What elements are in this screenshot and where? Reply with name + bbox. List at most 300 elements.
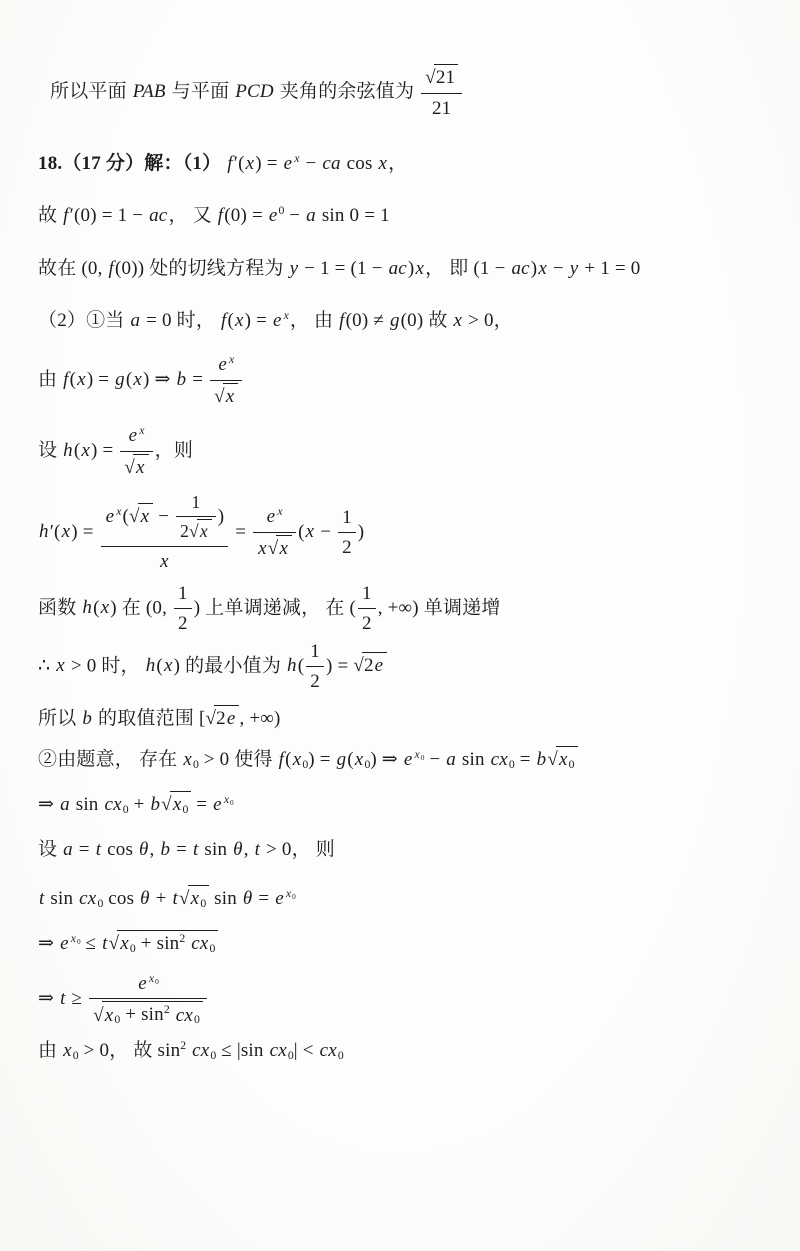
text-run: sin xyxy=(199,839,233,861)
math-variable: x xyxy=(140,505,150,527)
formula-line-part2-case-a-zero xyxy=(38,308,780,334)
fraction xyxy=(101,491,229,575)
math-variable: h xyxy=(39,521,49,542)
math-variable: x xyxy=(136,457,145,479)
formula-line-b-equals-ex-over-sqrtx xyxy=(38,352,780,409)
text-run: > 0， 则 xyxy=(261,839,335,861)
fraction-denominator xyxy=(174,609,192,637)
math-variable: t xyxy=(95,839,102,861)
math-variable: x xyxy=(56,655,65,677)
math-variable: x xyxy=(63,1040,72,1062)
math-variable: PAB xyxy=(132,81,166,102)
text-run: (0) = xyxy=(224,205,268,227)
text-run: ( xyxy=(122,505,129,527)
fraction-numerator xyxy=(120,423,152,452)
radical-body xyxy=(138,503,154,530)
text-run: , +∞) xyxy=(239,708,281,730)
math-variable: x xyxy=(160,550,169,572)
math-variable: cx xyxy=(490,748,508,770)
text-run: 2 xyxy=(362,613,372,635)
text-run: 由 xyxy=(38,369,63,391)
text-run: 2 xyxy=(363,655,374,677)
text-run: ，则 xyxy=(154,440,194,462)
text-run: 设 xyxy=(38,839,63,861)
text-run: ， 又 xyxy=(168,205,217,227)
text-run: ) xyxy=(357,521,365,542)
text-run: 故 xyxy=(38,205,63,227)
fraction-denominator xyxy=(253,533,296,562)
fraction-denominator xyxy=(338,533,356,561)
radical xyxy=(425,67,458,88)
text-run: (0) 故 xyxy=(400,310,453,332)
math-variable: e xyxy=(128,425,138,447)
radical-sign-icon: √ xyxy=(547,748,558,770)
superscript xyxy=(70,932,81,945)
text-run: 0 xyxy=(200,896,207,910)
math-variable: x xyxy=(190,888,200,910)
math-variable: x xyxy=(163,655,173,677)
fraction xyxy=(89,971,207,1029)
radical-sign-icon: √ xyxy=(93,1004,104,1026)
text-run: = xyxy=(514,748,536,770)
text-run: 0 xyxy=(114,1013,121,1027)
math-variable: cx xyxy=(191,932,209,954)
text-run: = xyxy=(230,521,252,542)
fraction-numerator xyxy=(421,64,462,94)
text-run: 故在 (0, xyxy=(38,257,108,279)
math-variable: x xyxy=(283,309,289,323)
text-run: 与平面 xyxy=(166,81,235,102)
formula-line-minimum-value xyxy=(38,639,780,695)
text-run: 0 xyxy=(209,941,216,955)
math-variable: x xyxy=(228,353,235,367)
radical xyxy=(268,538,292,559)
math-variable: f xyxy=(63,369,69,391)
math-variable: x xyxy=(279,537,289,559)
text-run: ( xyxy=(156,655,163,677)
text-run: 0 xyxy=(230,797,234,807)
math-variable: θ xyxy=(139,839,149,861)
math-variable: x xyxy=(61,521,71,542)
text-run: 0 xyxy=(182,802,189,816)
subscript xyxy=(194,1013,200,1026)
text-run: ⇒ xyxy=(38,793,60,815)
text-run: sin 0 = 1 xyxy=(316,205,390,227)
radical-sign-icon: √ xyxy=(353,655,364,677)
formula-line-substituted-equation xyxy=(38,885,780,912)
text-run: , xyxy=(149,839,160,861)
radical xyxy=(353,655,387,676)
radical-body xyxy=(223,383,239,410)
math-variable: e xyxy=(403,748,413,770)
superscript xyxy=(223,793,234,806)
subscript xyxy=(230,797,234,806)
superscript xyxy=(285,887,296,900)
fraction xyxy=(174,581,192,637)
radical xyxy=(179,888,209,909)
text-run: 0 xyxy=(292,891,296,901)
math-variable: x xyxy=(305,521,315,542)
fraction-denominator xyxy=(358,609,376,637)
formula-line-sin-bound xyxy=(38,1038,780,1064)
text-run: 2 xyxy=(163,1003,170,1017)
math-variable: x xyxy=(235,310,244,332)
math-variable: e xyxy=(218,354,227,376)
text-run: 0 xyxy=(420,752,425,762)
radical-body xyxy=(170,791,192,818)
math-variable: x xyxy=(277,504,283,518)
text-run: ∴ xyxy=(38,655,56,677)
text-run: 0 xyxy=(287,1049,294,1063)
text-run: = xyxy=(253,888,275,910)
formula-line-plane-angle-cosine-conclusion xyxy=(50,64,780,121)
math-variable: e xyxy=(60,932,69,954)
text-run: = xyxy=(191,793,213,815)
math-variable: a xyxy=(306,205,316,227)
subscript xyxy=(338,1049,344,1062)
text-run: + xyxy=(150,888,172,910)
math-variable: b xyxy=(82,708,93,730)
text-run: + sin xyxy=(120,1004,164,1026)
superscript xyxy=(283,309,290,322)
math-variable: e xyxy=(105,505,115,527)
radical-body xyxy=(133,454,149,481)
math-variable: cx xyxy=(79,888,97,910)
text-run: ( xyxy=(347,748,354,770)
math-variable: ac xyxy=(388,257,407,279)
text-run: cos xyxy=(341,153,378,175)
math-variable: g xyxy=(336,748,347,770)
text-run: ) 上单调递减， 在 ( xyxy=(193,597,357,619)
formula-line-h-derivative xyxy=(38,491,780,575)
text-run: ) ⇒ xyxy=(143,369,176,391)
radical xyxy=(206,708,240,729)
text-run: 2 xyxy=(310,671,320,693)
text-run: 0 xyxy=(364,757,371,771)
math-variable: x xyxy=(225,385,235,407)
text-run: ′( xyxy=(233,153,245,175)
math-variable: x xyxy=(292,748,302,770)
text-run: 函数 xyxy=(38,597,82,619)
text-run: = xyxy=(171,839,192,861)
text-run: − xyxy=(424,748,446,770)
math-variable: x xyxy=(414,747,420,761)
fraction-denominator xyxy=(89,999,207,1028)
math-variable: b xyxy=(160,839,171,861)
formula-line-tangent-line-equation xyxy=(38,256,780,282)
math-variable: e xyxy=(283,153,293,175)
text-run: 2 xyxy=(178,613,188,635)
text-run: | < xyxy=(293,1040,319,1062)
radical-body xyxy=(197,519,212,544)
text-run: (0) ≠ xyxy=(345,310,389,332)
math-variable: x xyxy=(199,521,208,542)
text-run: 2 xyxy=(342,537,352,559)
radical xyxy=(109,933,219,954)
formula-line-define-h xyxy=(38,423,780,480)
math-variable: ca xyxy=(322,153,341,175)
text-run: ) = xyxy=(244,310,272,332)
math-variable: e xyxy=(268,205,278,227)
text-run: ) 的最小值为 xyxy=(173,655,287,677)
math-variable: t xyxy=(254,839,261,861)
text-run: > 0， xyxy=(463,310,513,332)
text-run: 0 xyxy=(97,896,104,910)
fraction-denominator xyxy=(210,381,242,410)
fraction-numerator xyxy=(174,581,192,610)
text-run: ( xyxy=(93,597,100,619)
math-variable: g xyxy=(389,310,400,332)
fraction-numerator xyxy=(338,505,356,534)
text-run: ≤ xyxy=(80,932,102,954)
math-variable: x xyxy=(223,792,230,806)
text-run: − xyxy=(284,205,306,227)
math-variable: x xyxy=(104,1004,114,1026)
math-variable: e xyxy=(272,310,282,332)
superscript xyxy=(164,1003,170,1016)
text-run: sin xyxy=(456,748,490,770)
radical xyxy=(124,457,148,478)
math-variable: t xyxy=(39,888,45,910)
formula-line-substitution-t-theta xyxy=(38,837,780,863)
text-run: ) = xyxy=(255,153,283,175)
text-run: > 0 时， xyxy=(65,655,145,677)
text-run: ②由题意， 存在 xyxy=(38,748,183,770)
solution-lines xyxy=(38,64,780,1064)
text-run: > 0， 故 sin xyxy=(78,1040,181,1062)
superscript xyxy=(148,972,159,985)
math-variable: cx xyxy=(175,1004,193,1026)
subscript xyxy=(155,977,159,986)
fraction-denominator xyxy=(176,517,216,544)
radical-sign-icon: √ xyxy=(108,932,120,954)
text-run: 1 xyxy=(191,491,201,512)
text-run: 由 xyxy=(38,1040,63,1062)
math-variable: e xyxy=(374,655,384,677)
text-run: + sin xyxy=(135,932,180,954)
text-run: = xyxy=(73,839,95,861)
text-run: ( xyxy=(298,521,305,542)
radical xyxy=(129,506,153,527)
math-variable: ac xyxy=(149,205,168,227)
math-variable: a xyxy=(130,310,141,332)
text-run: ) = xyxy=(91,440,119,462)
math-variable: t xyxy=(102,932,108,954)
math-variable: x xyxy=(183,748,192,770)
text-run: − xyxy=(315,521,337,542)
math-variable: x xyxy=(354,748,364,770)
superscript xyxy=(228,353,235,366)
text-run: − xyxy=(547,257,569,279)
text-run: 0 xyxy=(129,941,136,955)
math-variable: e xyxy=(275,888,284,910)
text-run: ( xyxy=(285,748,292,770)
radical-body xyxy=(362,652,387,679)
math-variable: x xyxy=(133,369,143,391)
text-run: 1 xyxy=(178,582,188,604)
text-run: ≤ |sin xyxy=(216,1040,269,1062)
text-run: ) xyxy=(407,257,415,279)
fraction xyxy=(338,505,356,561)
text-run: ′(0) = 1 − xyxy=(69,205,149,227)
text-run: sin xyxy=(209,888,242,910)
text-run: ≥ xyxy=(66,987,88,1009)
math-variable: x xyxy=(415,257,425,279)
radical-sign-icon: √ xyxy=(205,708,217,730)
radical xyxy=(93,1005,203,1026)
text-run: ⇒ xyxy=(38,987,60,1009)
math-variable: f xyxy=(220,310,227,332)
text-run: （2）①当 xyxy=(38,310,130,332)
text-run: 18.（17 分）解：（1） xyxy=(38,153,227,175)
text-run: ( xyxy=(69,369,77,391)
subscript xyxy=(182,803,188,816)
text-run: ) ⇒ xyxy=(370,748,403,770)
text-run: 设 xyxy=(38,440,63,462)
text-run: 1 xyxy=(342,506,352,528)
text-run xyxy=(170,1005,175,1026)
radical xyxy=(214,386,238,407)
text-run: ( xyxy=(73,440,81,462)
text-run: + xyxy=(128,793,150,815)
radical-sign-icon: √ xyxy=(128,505,140,527)
math-variable: x xyxy=(294,152,300,166)
math-variable: θ xyxy=(140,888,150,910)
radical-body xyxy=(556,746,578,773)
text-run: ( xyxy=(227,310,234,332)
math-variable: h xyxy=(82,597,93,619)
math-variable: e xyxy=(226,708,236,730)
text-run: (0)) 处的切线方程为 xyxy=(114,257,289,279)
text-run: 2 xyxy=(180,1039,187,1053)
math-variable: h xyxy=(145,655,156,677)
fraction xyxy=(306,639,324,695)
superscript xyxy=(414,748,425,761)
math-variable: ac xyxy=(511,257,530,279)
text-run: 0 xyxy=(192,757,199,771)
fraction-numerator xyxy=(358,581,376,610)
fraction-numerator xyxy=(253,504,296,533)
fraction-numerator xyxy=(306,639,324,668)
fraction-numerator xyxy=(210,352,242,381)
math-variable: x xyxy=(258,537,267,559)
text-run: ) = xyxy=(308,748,336,770)
math-variable: x xyxy=(81,440,91,462)
formula-line-part2-sub2-existence xyxy=(38,746,780,773)
radical-sign-icon: √ xyxy=(189,521,199,542)
text-run: , +∞) 单调递增 xyxy=(377,597,501,619)
subscript xyxy=(210,942,216,955)
math-variable: x xyxy=(558,748,568,770)
math-variable: a xyxy=(60,793,70,815)
math-variable: e xyxy=(266,506,276,528)
radical-sign-icon: √ xyxy=(161,793,172,815)
text-run: ⇒ xyxy=(38,932,60,954)
text-run: 0 xyxy=(193,1013,200,1027)
superscript xyxy=(138,424,145,437)
superscript xyxy=(276,505,283,518)
fraction xyxy=(210,352,242,409)
formula-line-inequality-ex0 xyxy=(38,930,780,957)
formula-line-rearranged-equation xyxy=(38,791,780,818)
text-run: 0 xyxy=(210,1049,217,1063)
subscript xyxy=(292,892,296,901)
radical-body xyxy=(102,1001,203,1028)
text-run: ) = xyxy=(325,655,354,677)
text-run: 0 xyxy=(302,757,309,771)
math-variable: x xyxy=(378,153,388,175)
text-run: ) = xyxy=(71,521,99,542)
radical-sign-icon: √ xyxy=(124,457,136,479)
math-variable: a xyxy=(446,748,456,770)
text-run: ′( xyxy=(49,521,61,542)
math-variable: x xyxy=(70,931,76,945)
text-run: 0 xyxy=(76,936,81,946)
math-variable: x xyxy=(245,153,255,175)
radical-body xyxy=(214,705,239,732)
math-variable: x xyxy=(538,257,547,279)
text-run: 所以平面 xyxy=(50,81,132,102)
math-variable: θ xyxy=(233,839,243,861)
superscript xyxy=(293,152,300,165)
text-run: ) 在 (0, xyxy=(110,597,172,619)
radical-body xyxy=(117,930,218,957)
text-run: , xyxy=(243,839,254,861)
text-run: 夹角的余弦值为 xyxy=(274,81,420,102)
text-run: 1 xyxy=(310,640,320,662)
text-run: 0 xyxy=(122,802,129,816)
math-variable: cx xyxy=(319,1040,337,1062)
math-variable: x xyxy=(453,310,463,332)
text-run: ， 即 (1 − xyxy=(425,257,511,279)
radical xyxy=(547,749,577,770)
text-run: cos xyxy=(102,839,138,861)
math-variable: b xyxy=(176,369,187,391)
formula-line-f-prime-at-zero xyxy=(38,203,780,229)
math-variable: x xyxy=(116,504,122,518)
text-run: ) xyxy=(530,257,538,279)
math-variable: x xyxy=(285,886,292,900)
text-run: sin xyxy=(45,888,79,910)
text-run: 2 xyxy=(180,521,190,542)
radical-body xyxy=(434,64,458,91)
math-variable: b xyxy=(150,793,161,815)
radical-sign-icon: √ xyxy=(214,385,225,407)
math-variable: x xyxy=(120,932,129,954)
math-variable: PCD xyxy=(235,81,274,102)
text-run: 0 xyxy=(155,976,159,986)
radical xyxy=(161,794,191,815)
fraction xyxy=(176,491,216,544)
fraction-denominator xyxy=(421,94,462,122)
math-variable: f xyxy=(217,205,224,227)
fraction-denominator xyxy=(101,547,229,575)
math-variable: f xyxy=(278,748,285,770)
text-run: ) = xyxy=(86,369,115,391)
subscript xyxy=(569,758,575,771)
subscript xyxy=(200,897,206,910)
radical-sign-icon: √ xyxy=(179,888,190,910)
formula-line-inequality-t xyxy=(38,971,780,1029)
text-run: cos xyxy=(103,888,140,910)
text-run: 2 xyxy=(179,931,186,945)
radical xyxy=(189,521,212,541)
math-variable: t xyxy=(60,987,66,1009)
radical-body xyxy=(188,885,210,912)
text-run: 2 xyxy=(216,708,226,730)
math-variable: x xyxy=(139,424,145,438)
text-run: 0 xyxy=(337,1049,344,1063)
